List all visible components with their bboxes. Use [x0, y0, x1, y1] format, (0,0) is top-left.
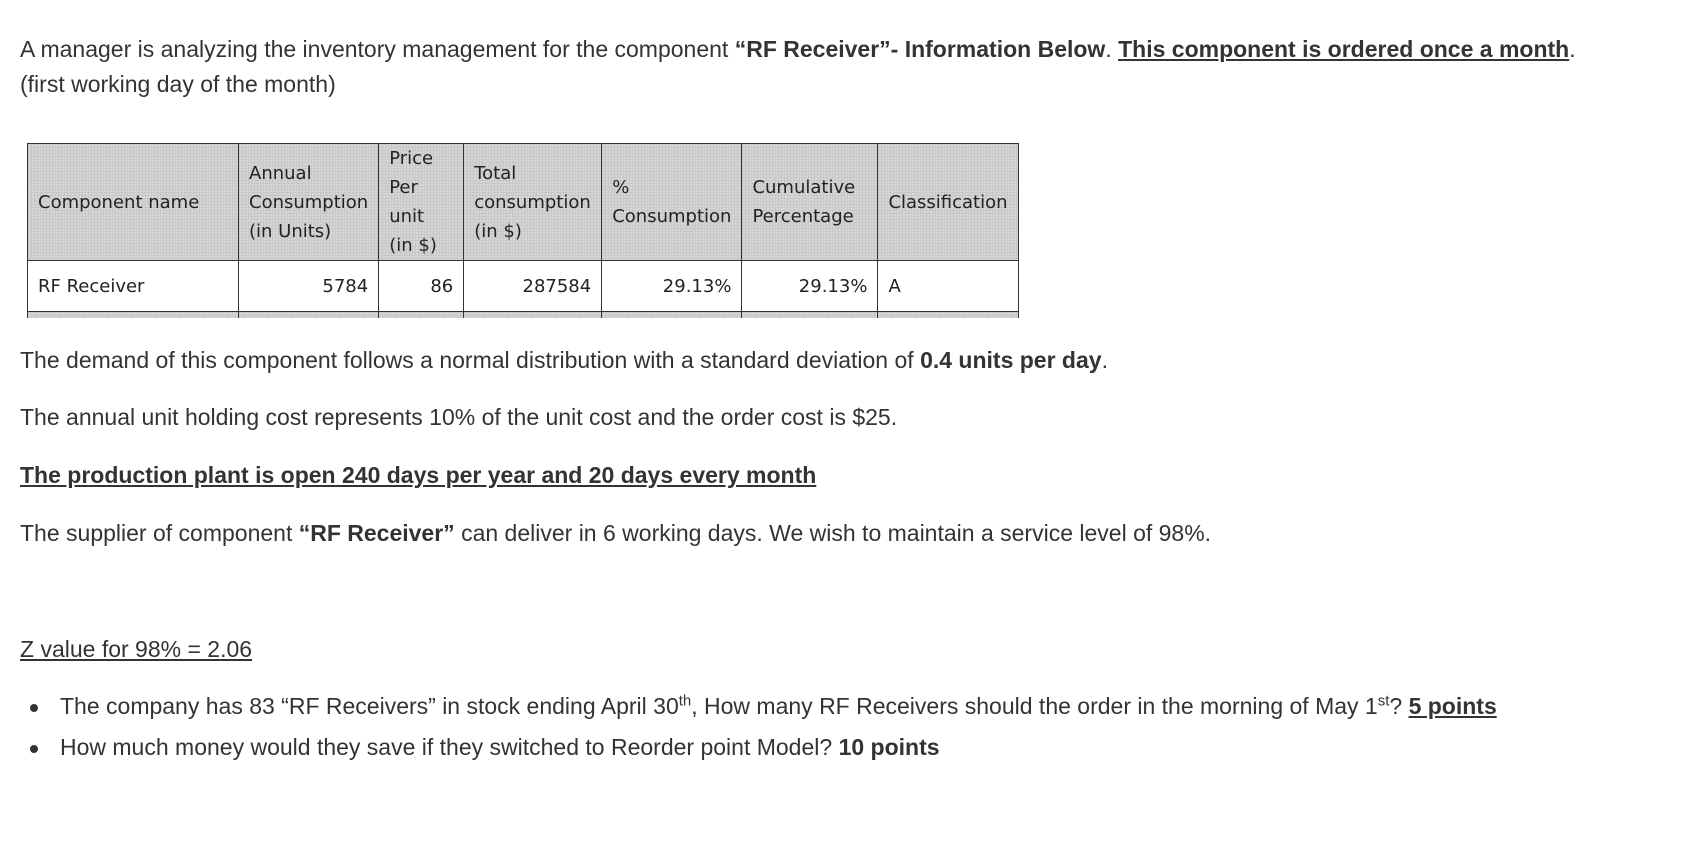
intro-line-1 — [20, 34, 1576, 64]
header-annual-consumption: Annual Consumption (in Units) — [239, 144, 379, 261]
question-1-points: 5 points — [1408, 693, 1497, 719]
intro-separator: . — [1105, 36, 1119, 62]
cell-component-name: RF Receiver — [28, 261, 239, 312]
list-item: How much money would they save if they switched to Reorder point Model? 10 points — [60, 727, 1497, 768]
list-item: The company has 83 “RF Receivers” in stock ending April 30th, How many RF Receivers should the order in the morning of May 1st? 5 points — [60, 686, 1497, 727]
cell-price-per-unit: 86 — [379, 261, 464, 312]
table-row — [28, 261, 1019, 312]
demand-paragraph — [20, 345, 1108, 375]
plant-paragraph — [20, 460, 816, 490]
supplier-text-end: can deliver in 6 working days. We wish to maintain a service level of 98%. — [454, 520, 1212, 546]
question-2-points: 10 points — [838, 734, 940, 760]
supplier-paragraph — [20, 518, 1211, 548]
intro-component: “RF Receiver”- Information Below — [734, 36, 1106, 62]
z-value-text: Z value for 98% = 2.06 — [20, 636, 253, 662]
supplier-component: “RF Receiver” — [298, 520, 455, 546]
header-price-per-unit: Price Per unit (in $) — [379, 144, 464, 261]
z-value-line — [20, 634, 252, 664]
abc-table — [27, 143, 1019, 318]
table-header-row — [28, 144, 1019, 261]
header-component-name: Component name — [28, 144, 239, 261]
intro-end: . — [1569, 36, 1576, 62]
cell-total-consumption: 287584 — [464, 261, 602, 312]
ordering-note: This component is ordered once a month — [1118, 36, 1570, 62]
supplier-text: The supplier of component — [20, 520, 299, 546]
cell-classification: A — [878, 261, 1018, 312]
demand-text: The demand of this component follows a normal distribution with a standard deviation of — [20, 347, 921, 373]
demand-std-dev: 0.4 units per day — [920, 347, 1102, 373]
header-pct-consumption: % Consumption — [602, 144, 742, 261]
header-total-consumption: Total consumption (in $) — [464, 144, 602, 261]
table-stub-row — [28, 312, 1019, 319]
demand-end: . — [1101, 347, 1108, 373]
cell-pct-consumption: 29.13% — [602, 261, 742, 312]
intro-line-2: (first working day of the month) — [20, 71, 336, 97]
intro-text: A manager is analyzing the inventory management for the component — [20, 36, 735, 62]
plant-text: The production plant is open 240 days per year and 20 days every month — [20, 462, 817, 488]
cell-cumulative-pct: 29.13% — [742, 261, 878, 312]
header-classification: Classification — [878, 144, 1018, 261]
cell-annual-consumption: 5784 — [239, 261, 379, 312]
holding-paragraph: The annual unit holding cost represents 10% of the unit cost and the order cost is $25. — [20, 404, 898, 430]
header-cumulative-pct: Cumulative Percentage — [742, 144, 878, 261]
question-list — [60, 686, 1497, 768]
